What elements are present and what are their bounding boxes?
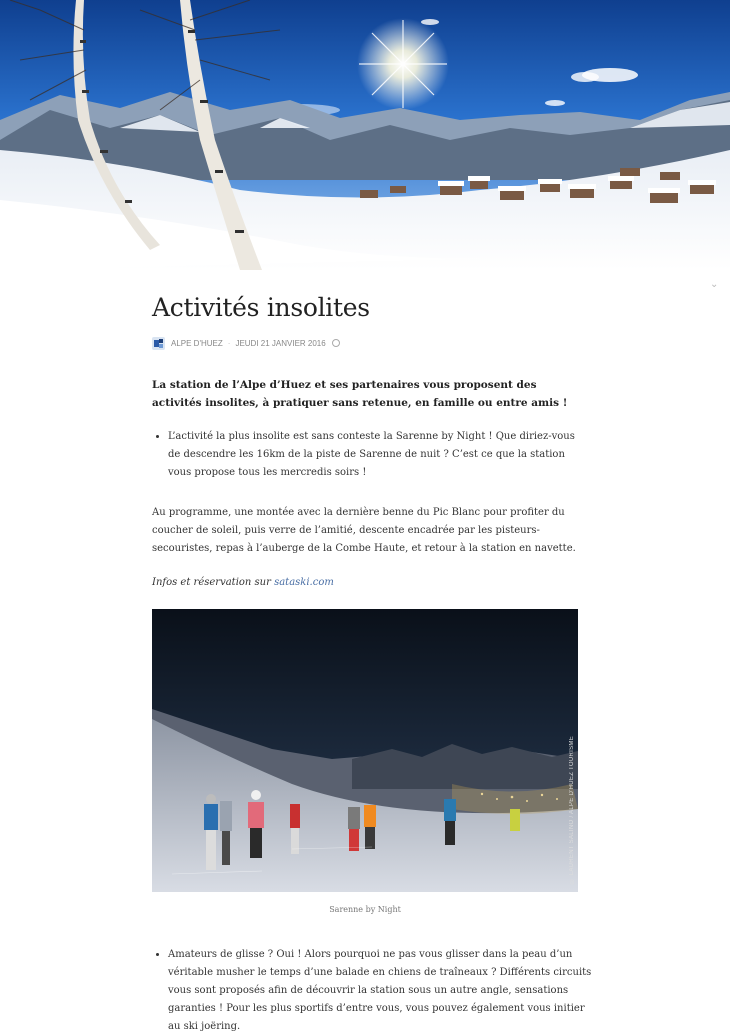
article-title: Activités insolites: [152, 293, 370, 322]
infos-prefix: Infos et réservation sur: [152, 577, 275, 588]
author-name[interactable]: ALPE D'HUEZ: [171, 338, 223, 348]
list-item: • L’activité la plus insolite est sans conteste la Sarenne by Night ! Que diriez-vous de descendre les 16km de la piste de Sarenne de nuit ? C’est ce que la station vous propose tous les mercredis soirs !: [168, 428, 582, 482]
publish-date[interactable]: JEUDI 21 JANVIER 2016: [235, 338, 326, 348]
chevron-down-icon[interactable]: ⌄: [710, 279, 719, 290]
body-paragraph: Au programme, une montée avec la dernière benne du Pic Blanc pour profiter du coucher de soleil, puis verre de l’amitié, descente encadrée par les pisteurs-secouristes, repas à l’auberge de la Combe Haute, et retour à la station en navette.: [152, 507, 576, 554]
photo-caption: Sarenne by Night: [329, 905, 401, 914]
article-body: [152, 290, 582, 592]
bullet-list: [152, 428, 582, 482]
lead-paragraph: La station de l’Alpe d’Huez et ses partenaires vous proposent des activités insolites, à pratiquer sans retenue, en famille ou entre amis !: [152, 379, 568, 409]
meta-separator: ·: [227, 338, 231, 348]
cover-image: [0, 0, 730, 270]
sataski-link[interactable]: sataski.com: [274, 577, 334, 588]
infos-paragraph: [152, 574, 582, 592]
globe-icon: [332, 339, 340, 347]
sarenne-night-photo: [152, 609, 578, 892]
bullet-list-2: [152, 946, 598, 1036]
list-item: • Amateurs de glisse ? Oui ! Alors pourquoi ne pas vous glisser dans la peau d’un véritable musher le temps d’une balade en chiens de traîneaux ? Différents circuits vous sont proposés afin de découvrir la station sous un autre angle, sensations garanties ! Pour les plus sportifs d’entre vous, vous pouvez également vous initier au ski joëring.: [168, 946, 598, 1036]
photo-credit: © LAURENT SALINO / ALPE D'HUEZ TOURISME: [569, 736, 575, 884]
author-avatar[interactable]: [152, 337, 165, 350]
article-meta: [152, 336, 582, 350]
